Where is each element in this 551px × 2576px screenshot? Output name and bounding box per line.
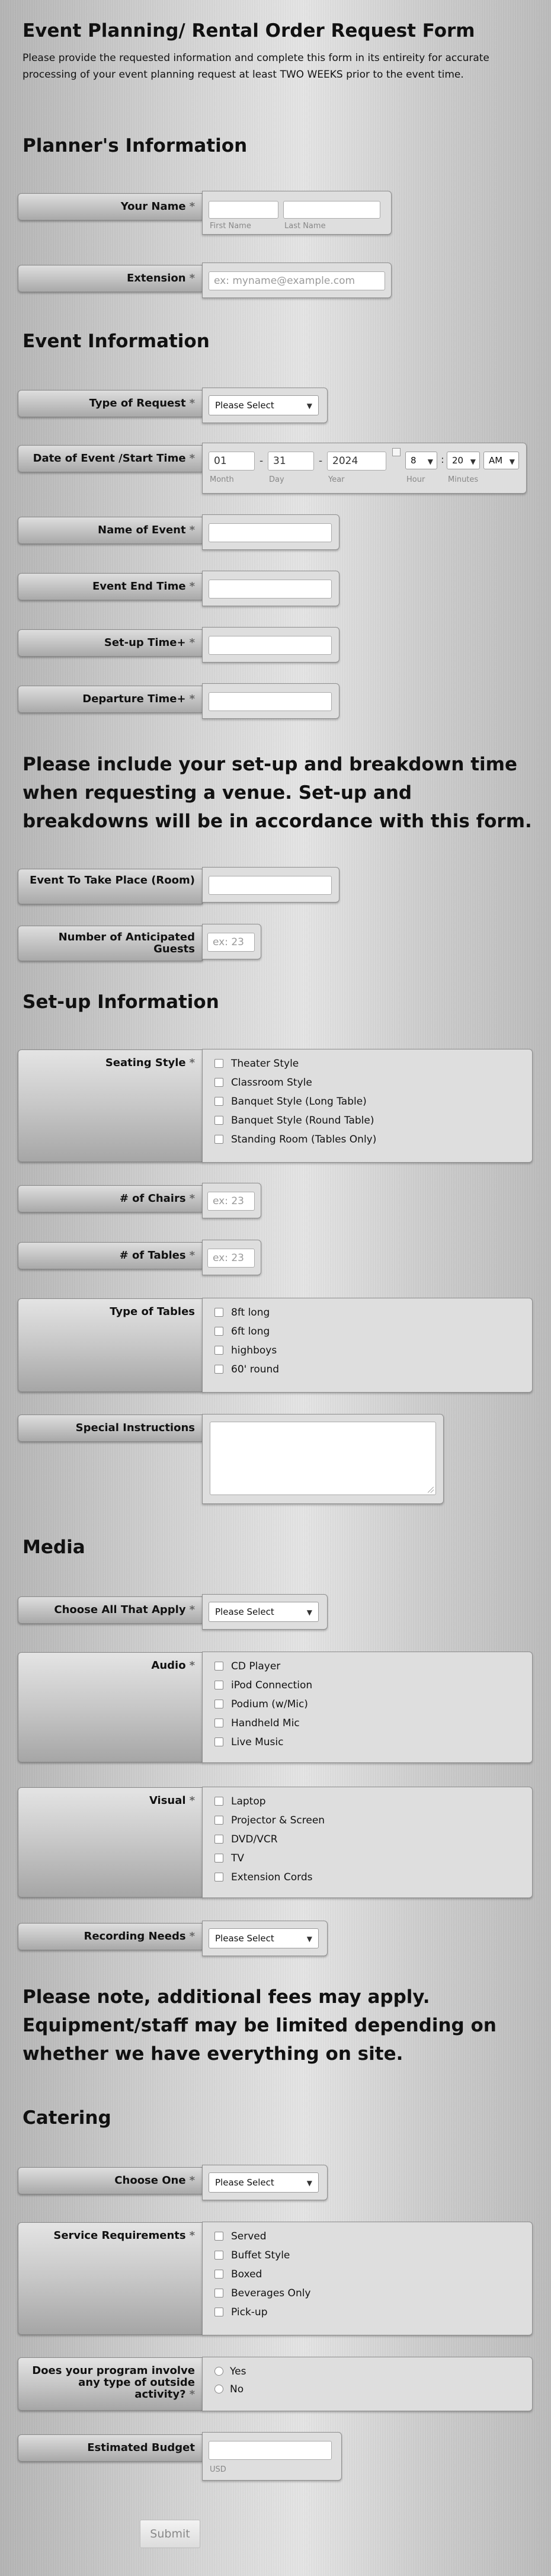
guests-input[interactable]: ex: 23	[207, 933, 255, 952]
your-name-label: Your Name *	[18, 193, 203, 220]
time-separator: :	[441, 454, 444, 466]
event-room-input[interactable]	[209, 876, 332, 895]
audio-option[interactable]: Live Music	[214, 1735, 284, 1749]
date-of-event-label: Date of Event /Start Time *	[18, 445, 203, 472]
last-name-input[interactable]	[283, 201, 380, 219]
submit-button[interactable]: Submit	[140, 2520, 200, 2548]
departure-time-input[interactable]	[209, 692, 332, 711]
day-input[interactable]: 31	[268, 452, 314, 471]
checkbox[interactable]	[214, 1327, 223, 1336]
form-title: Event Planning/ Rental Order Request Form	[23, 20, 475, 41]
checkbox[interactable]	[214, 1116, 223, 1125]
fees-note: Please note, additional fees may apply. Equipment/staff may be limited depending on whether we have everything on site.	[23, 1986, 496, 2065]
hour-sublabel: Hour	[406, 475, 425, 484]
checkbox[interactable]	[214, 1308, 223, 1317]
radio-no[interactable]: No	[214, 2382, 244, 2396]
hour-select[interactable]: 8 ▼	[405, 452, 437, 469]
your-name-field-box	[202, 191, 392, 235]
type-of-tables-field-box	[202, 1298, 533, 1393]
first-name-sublabel: First Name	[210, 222, 251, 231]
section-setup-heading: Set-up Information	[23, 991, 219, 1013]
service-option[interactable]: Pick-up	[214, 2305, 268, 2319]
first-name-input[interactable]	[209, 201, 278, 219]
visual-option[interactable]: Laptop	[214, 1794, 266, 1809]
event-end-time-label: Event End Time *	[18, 573, 203, 600]
year-input[interactable]: 2024	[327, 452, 386, 471]
day-sublabel: Day	[269, 475, 284, 484]
table-type-option[interactable]: 8ft long	[214, 1305, 270, 1320]
visual-option[interactable]: Projector & Screen	[214, 1813, 325, 1828]
checkbox[interactable]	[214, 2232, 223, 2241]
form-description: Please provide the requested information and complete this form in its entireity for accurate processing of your event planning request at least TWO WEEKS prior to the event time.	[23, 52, 489, 81]
table-type-option[interactable]: 60' round	[214, 1362, 279, 1377]
outside-activity-label: Does your program involve any type of outside activity? *	[18, 2357, 203, 2411]
seating-style-label: Seating Style *	[18, 1049, 203, 1162]
recording-field-box	[202, 1921, 328, 1956]
name-of-event-field-box	[202, 514, 339, 550]
visual-label: Visual *	[18, 1787, 203, 1897]
departure-time-label: Departure Time+ *	[18, 686, 203, 713]
checkbox[interactable]	[214, 1059, 223, 1068]
seating-option[interactable]: Banquet Style (Round Table)	[214, 1113, 374, 1128]
checkbox[interactable]	[214, 1365, 223, 1374]
checkbox[interactable]	[214, 1816, 223, 1825]
checkbox[interactable]	[214, 1700, 223, 1708]
checkbox[interactable]	[214, 2270, 223, 2279]
service-option[interactable]: Beverages Only	[214, 2286, 311, 2300]
checkbox[interactable]	[214, 1873, 223, 1881]
seating-option[interactable]: Banquet Style (Long Table)	[214, 1095, 367, 1109]
choose-one-field-box	[202, 2165, 328, 2200]
checkbox[interactable]	[214, 1662, 223, 1671]
name-of-event-input[interactable]	[209, 523, 332, 542]
chevron-down-icon: ▼	[306, 1608, 312, 1617]
estimated-budget-input[interactable]	[209, 2441, 332, 2460]
guests-field-box	[202, 924, 261, 959]
choose-one-select[interactable]: Please Select ▼	[209, 2172, 319, 2193]
service-option[interactable]: Buffet Style	[214, 2248, 290, 2263]
choose-all-field-box	[202, 1594, 328, 1630]
chairs-input[interactable]: ex: 23	[207, 1192, 255, 1211]
chevron-down-icon: ▼	[427, 457, 433, 466]
checkbox[interactable]	[214, 1797, 223, 1806]
audio-field-box	[202, 1652, 533, 1763]
tables-field-box	[202, 1240, 261, 1275]
checkbox[interactable]	[214, 1078, 223, 1087]
checkbox[interactable]	[214, 2289, 223, 2297]
checkbox[interactable]	[214, 1719, 223, 1727]
seating-option[interactable]: Standing Room (Tables Only)	[214, 1132, 376, 1147]
date-separator: -	[260, 455, 264, 467]
visual-option[interactable]: DVD/VCR	[214, 1832, 278, 1847]
minutes-sublabel: Minutes	[448, 475, 479, 484]
checkbox[interactable]	[214, 1854, 223, 1863]
choose-all-label: Choose All That Apply *	[18, 1596, 203, 1624]
audio-label: Audio *	[18, 1652, 203, 1762]
guests-label: Number of Anticipated Guests	[18, 926, 203, 961]
resize-handle-icon[interactable]	[428, 1487, 434, 1493]
special-instructions-label: Special Instructions	[18, 1415, 203, 1442]
service-requirements-label: Service Requirements *	[18, 2222, 203, 2335]
tables-label: # of Tables *	[18, 1242, 203, 1269]
audio-option[interactable]: CD Player	[214, 1659, 280, 1673]
checkbox[interactable]	[214, 1097, 223, 1106]
service-requirements-field-box	[202, 2222, 533, 2335]
setup-breakdown-note: Please include your set-up and breakdown time when requesting a venue. Set-up and breakdowns will be in accordance with this form.	[23, 754, 532, 832]
section-event-heading: Event Information	[23, 331, 210, 352]
event-end-time-input[interactable]	[209, 580, 332, 599]
name-of-event-label: Name of Event *	[18, 517, 203, 544]
type-of-request-field-box	[202, 388, 328, 423]
checkbox[interactable]	[214, 1681, 223, 1689]
radio-button[interactable]	[214, 2367, 223, 2376]
table-type-option[interactable]: highboys	[214, 1343, 277, 1358]
table-type-option[interactable]: 6ft long	[214, 1324, 270, 1339]
audio-option[interactable]: iPod Connection	[214, 1678, 312, 1692]
outside-activity-field-box	[202, 2357, 533, 2411]
choose-one-label: Choose One *	[18, 2167, 203, 2194]
seating-style-field-box	[202, 1049, 533, 1163]
event-room-field-box	[202, 867, 339, 903]
chevron-down-icon: ▼	[306, 2179, 312, 2187]
last-name-sublabel: Last Name	[284, 222, 326, 231]
special-instructions-field-box	[202, 1414, 444, 1504]
choose-all-select[interactable]: Please Select ▼	[209, 1602, 319, 1622]
setup-time-input[interactable]	[209, 636, 332, 655]
chairs-label: # of Chairs *	[18, 1185, 203, 1212]
visual-option[interactable]: TV	[214, 1851, 244, 1865]
setup-time-label: Set-up Time+ *	[18, 629, 203, 657]
checkbox[interactable]	[214, 1737, 223, 1746]
setup-time-field-box	[202, 627, 339, 663]
calendar-icon[interactable]	[392, 448, 401, 456]
checkbox[interactable]	[214, 2251, 223, 2260]
chevron-down-icon: ▼	[306, 402, 312, 410]
visual-field-box	[202, 1787, 533, 1898]
recording-select[interactable]: Please Select ▼	[209, 1928, 319, 1948]
month-sublabel: Month	[210, 475, 234, 484]
audio-option[interactable]: Podium (w/Mic)	[214, 1697, 308, 1711]
chevron-down-icon: ▼	[470, 457, 476, 466]
checkbox[interactable]	[214, 1346, 223, 1355]
date-separator: -	[319, 455, 323, 467]
extension-label: Extension *	[18, 265, 203, 292]
chevron-down-icon: ▼	[306, 1935, 312, 1943]
departure-time-field-box	[202, 683, 339, 719]
type-of-tables-label: Type of Tables	[18, 1298, 203, 1392]
visual-option[interactable]: Extension Cords	[214, 1870, 312, 1884]
tables-input[interactable]: ex: 23	[207, 1249, 255, 1268]
checkbox[interactable]	[214, 1835, 223, 1844]
date-of-event-field-box	[202, 443, 527, 494]
section-planner-heading: Planner's Information	[23, 135, 248, 156]
extension-input[interactable]: ex: myname@example.com	[209, 271, 385, 290]
seating-option[interactable]: Classroom Style	[214, 1076, 312, 1090]
minutes-select[interactable]: 20 ▼	[447, 452, 480, 469]
recording-label: Recording Needs *	[18, 1923, 203, 1950]
radio-yes[interactable]: Yes	[214, 2364, 246, 2379]
checkbox[interactable]	[214, 1135, 223, 1144]
event-room-label: Event To Take Place (Room)	[18, 869, 203, 904]
special-instructions-textarea[interactable]	[210, 1422, 436, 1495]
section-catering-heading: Catering	[23, 2107, 111, 2129]
event-end-time-field-box	[202, 571, 339, 606]
service-option[interactable]: Boxed	[214, 2267, 262, 2281]
month-input[interactable]: 01	[209, 452, 255, 471]
currency-sublabel: USD	[210, 2465, 226, 2474]
seating-option[interactable]: Theater Style	[214, 1057, 299, 1071]
extension-field-box	[202, 263, 392, 298]
audio-option[interactable]: Handheld Mic	[214, 1716, 300, 1730]
ampm-select[interactable]: AM ▼	[483, 452, 519, 469]
checkbox[interactable]	[214, 2308, 223, 2316]
type-of-request-select[interactable]: Please Select ▼	[209, 395, 319, 415]
service-option[interactable]: Served	[214, 2229, 267, 2244]
chevron-down-icon: ▼	[509, 457, 515, 466]
estimated-budget-label: Estimated Budget	[18, 2434, 203, 2462]
section-media-heading: Media	[23, 1537, 85, 1558]
type-of-request-label: Type of Request *	[18, 390, 203, 417]
year-sublabel: Year	[328, 475, 345, 484]
chairs-field-box	[202, 1183, 261, 1218]
radio-button[interactable]	[214, 2385, 223, 2393]
estimated-budget-field-box	[202, 2432, 342, 2481]
